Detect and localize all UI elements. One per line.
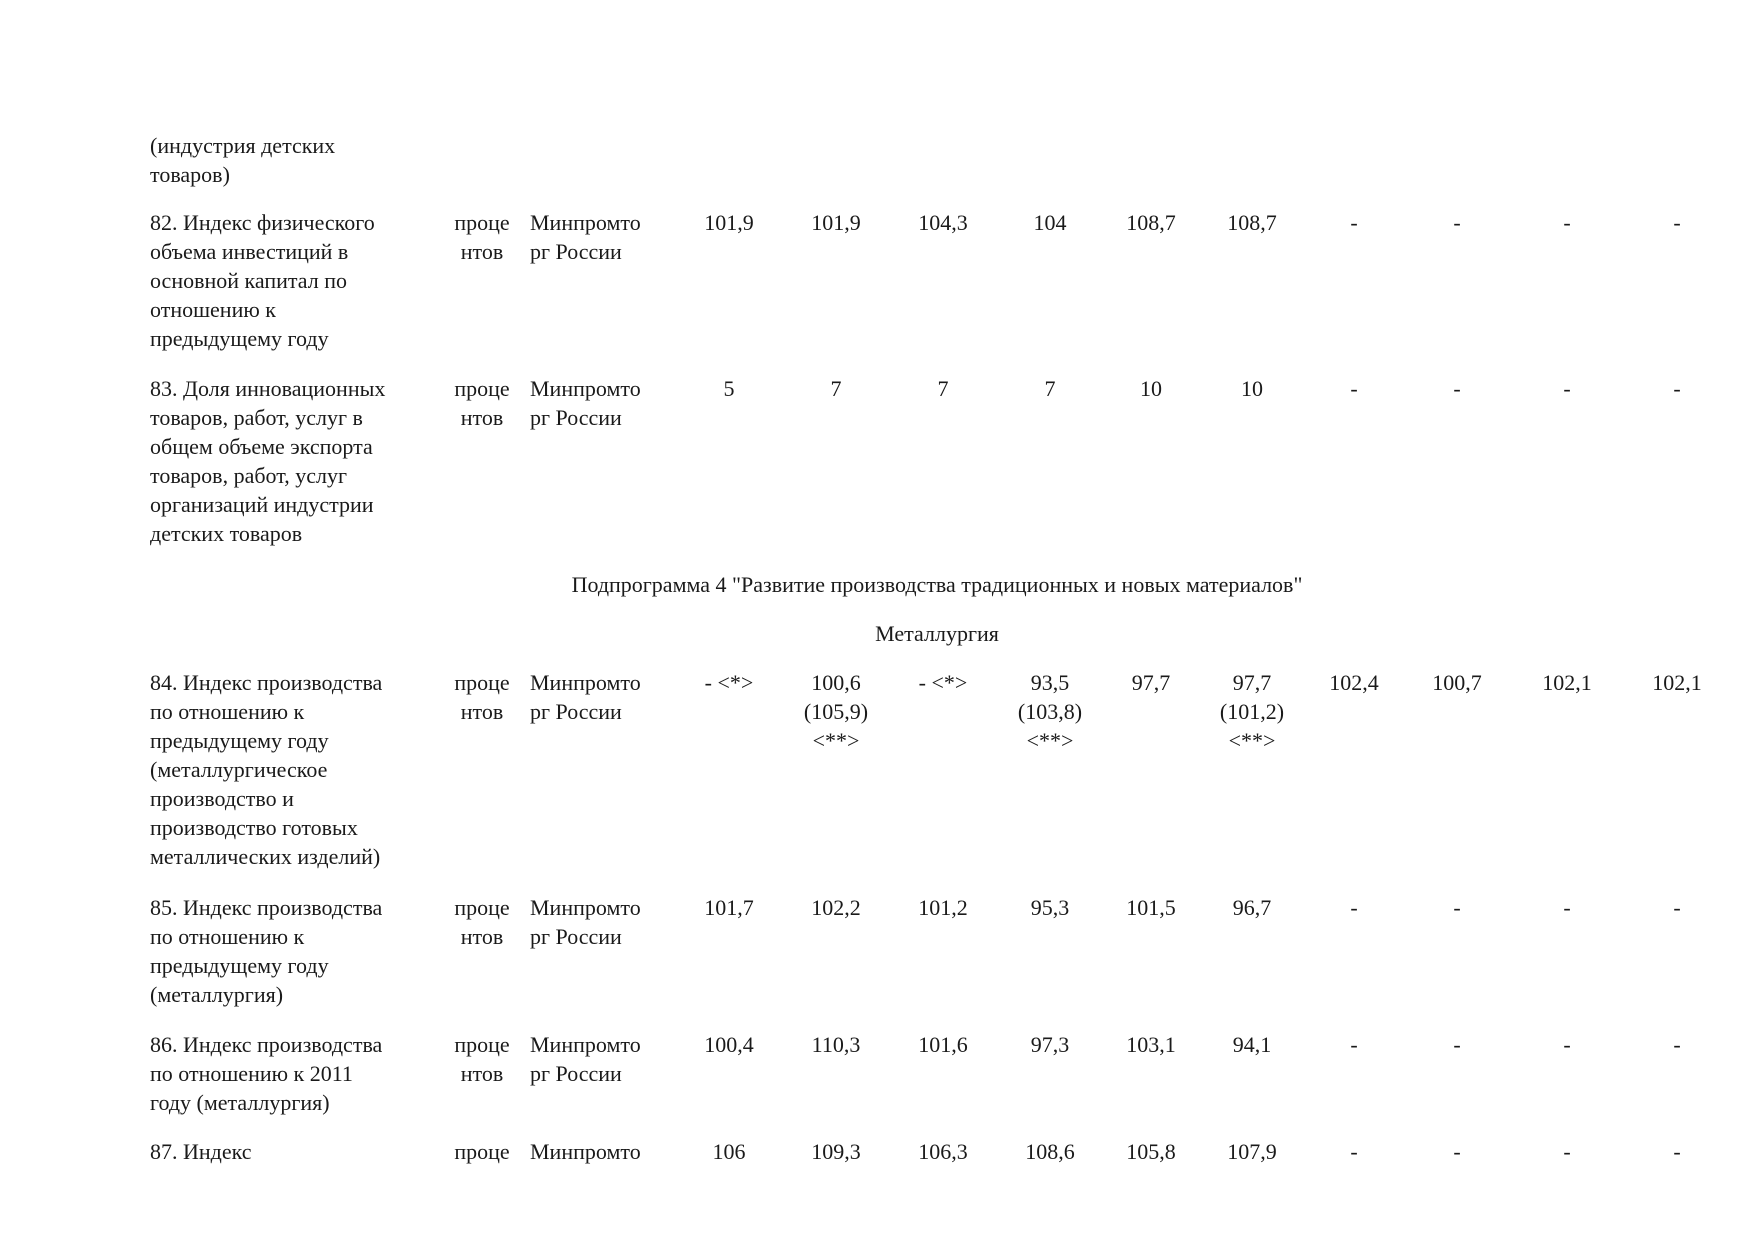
value-cell: 95,3 [1030, 895, 1070, 920]
indicator-name: 85. Индекс производства по отношению к предыдущему году (металлургия) [150, 895, 383, 1007]
value-cell: 104 [1033, 210, 1067, 235]
value-cell: - [1673, 376, 1681, 401]
indicator-name: 87. Индекс [150, 1139, 252, 1164]
unit-cell: проце нтов [454, 376, 510, 430]
value-cell: 101,7 [704, 895, 754, 920]
value-cell: 7 [937, 376, 949, 401]
value-cell: 103,1 [1126, 1032, 1176, 1057]
value-cell: - [1350, 376, 1358, 401]
value-cell: 100,4 [704, 1032, 754, 1057]
value-cell: 10 [1241, 376, 1263, 401]
value-cell: 108,6 [1025, 1139, 1075, 1164]
value-cell: 106 [712, 1139, 746, 1164]
value-cell: - [1563, 1032, 1571, 1057]
value-cell: - [1350, 895, 1358, 920]
value-cell: 101,2 [918, 895, 968, 920]
value-cell: - [1673, 1032, 1681, 1057]
value-cell: 101,9 [704, 210, 754, 235]
value-cell: - [1350, 1032, 1358, 1057]
value-cell: 105,8 [1126, 1139, 1176, 1164]
value-cell: - <*> [918, 670, 968, 695]
value-cell: 104,3 [918, 210, 968, 235]
value-cell: - <*> [704, 670, 754, 695]
responsible-cell: Минпромто рг России [530, 376, 641, 430]
value-cell: 101,6 [918, 1032, 968, 1057]
value-cell: 108,7 [1227, 210, 1277, 235]
value-cell: 101,9 [811, 210, 861, 235]
value-cell: - [1350, 1139, 1358, 1164]
value-cell: 7 [1044, 376, 1056, 401]
unit-cell: проце нтов [454, 1032, 510, 1086]
value-cell: - [1563, 1139, 1571, 1164]
value-cell: - [1453, 210, 1461, 235]
unit-cell: проце [454, 1139, 510, 1164]
value-cell: - [1453, 895, 1461, 920]
unit-cell: проце нтов [454, 670, 510, 724]
value-cell: 96,7 [1232, 895, 1272, 920]
value-cell: 97,7 [1131, 670, 1171, 695]
value-cell: - [1673, 895, 1681, 920]
value-cell: - [1673, 1139, 1681, 1164]
responsible-cell: Минпромто [530, 1139, 641, 1164]
value-cell: - [1563, 895, 1571, 920]
value-cell: 102,4 [1329, 670, 1379, 695]
value-cell: - [1563, 376, 1571, 401]
value-cell: 102,1 [1542, 670, 1592, 695]
responsible-cell: Минпромто рг России [530, 895, 641, 949]
value-cell: - [1453, 1032, 1461, 1057]
indicator-name: (индустрия детских товаров) [150, 133, 336, 187]
value-cell: 107,9 [1227, 1139, 1277, 1164]
value-cell: 10 [1140, 376, 1162, 401]
indicator-name: 86. Индекс производства по отношению к 2011 году (металлургия) [150, 1032, 383, 1115]
unit-cell: проце нтов [454, 895, 510, 949]
responsible-cell: Минпромто рг России [530, 670, 641, 724]
value-cell: - [1673, 210, 1681, 235]
value-cell: 106,3 [918, 1139, 968, 1164]
indicator-name: 84. Индекс производства по отношению к предыдущему году (металлургическое производство и производство готовых металлических изделий) [150, 670, 383, 869]
responsible-cell: Минпромто рг России [530, 1032, 641, 1086]
value-cell: - [1453, 1139, 1461, 1164]
value-cell: 94,1 [1232, 1032, 1272, 1057]
value-cell: 93,5 (103,8) <**> [1017, 670, 1083, 753]
value-cell: 5 [723, 376, 735, 401]
value-cell: 108,7 [1126, 210, 1176, 235]
indicator-name: 82. Индекс физического объема инвестиций в основной капитал по отношению к предыдущему году [150, 210, 375, 351]
subprogram-heading: Подпрограмма 4 "Развитие производства традиционных и новых материалов" [571, 572, 1303, 597]
value-cell: 100,7 [1432, 670, 1482, 695]
value-cell: - [1453, 376, 1461, 401]
section-heading: Металлургия [875, 621, 999, 646]
value-cell: 97,3 [1030, 1032, 1070, 1057]
responsible-cell: Минпромто рг России [530, 210, 641, 264]
value-cell: - [1350, 210, 1358, 235]
value-cell: 7 [830, 376, 842, 401]
value-cell: 101,5 [1126, 895, 1176, 920]
value-cell: 102,2 [811, 895, 861, 920]
unit-cell: проце нтов [454, 210, 510, 264]
value-cell: 100,6 (105,9) <**> [803, 670, 869, 753]
value-cell: 102,1 [1652, 670, 1702, 695]
value-cell: 97,7 (101,2) <**> [1219, 670, 1285, 753]
value-cell: - [1563, 210, 1571, 235]
indicator-name: 83. Доля инновационных товаров, работ, услуг в общем объеме экспорта товаров, работ, услуг организаций индустрии детских товаров [150, 376, 386, 546]
value-cell: 109,3 [811, 1139, 861, 1164]
value-cell: 110,3 [811, 1032, 861, 1057]
